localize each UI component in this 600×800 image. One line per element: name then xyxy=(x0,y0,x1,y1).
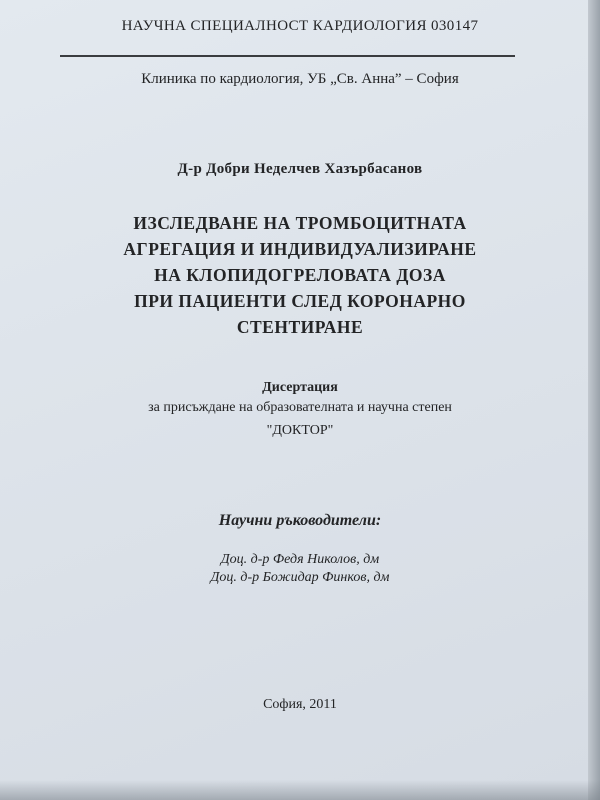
title-line: СТЕНТИРАНЕ xyxy=(236,317,364,337)
author-name: Д-р Добри Неделчев Хазърбасанов xyxy=(177,161,423,177)
supervisor-name: Доц. д-р Божидар Финков, дм xyxy=(210,570,390,585)
page-shadow xyxy=(0,780,600,800)
header-divider xyxy=(60,55,515,57)
place-and-year: София, 2011 xyxy=(263,697,337,712)
dissertation-degree: "ДОКТОР" xyxy=(266,423,334,438)
supervisors-heading: Научни ръководители: xyxy=(218,512,382,529)
title-line: ПРИ ПАЦИЕНТИ СЛЕД КОРОНАРНО xyxy=(134,291,466,311)
supervisors-list xyxy=(0,551,600,587)
title-line: ИЗСЛЕДВАНЕ НА ТРОМБОЦИТНАТА xyxy=(133,213,467,233)
title-line: АГРЕГАЦИЯ И ИНДИВИДУАЛИЗИРАНЕ xyxy=(123,239,477,259)
title-line: НА КЛОПИДОГРЕЛОВАТА ДОЗА xyxy=(154,265,446,285)
dissertation-purpose: за присъждане на образователната и научна степен xyxy=(148,400,452,415)
dissertation-title xyxy=(0,210,600,340)
clinic-line: Клиника по кардиология, УБ „Св. Анна” – София xyxy=(141,71,459,87)
supervisor-name: Доц. д-р Федя Николов, дм xyxy=(220,552,380,567)
specialty-line: НАУЧНА СПЕЦИАЛНОСТ КАРДИОЛОГИЯ 030147 xyxy=(121,18,479,34)
dissertation-label: Дисертация xyxy=(262,380,338,395)
